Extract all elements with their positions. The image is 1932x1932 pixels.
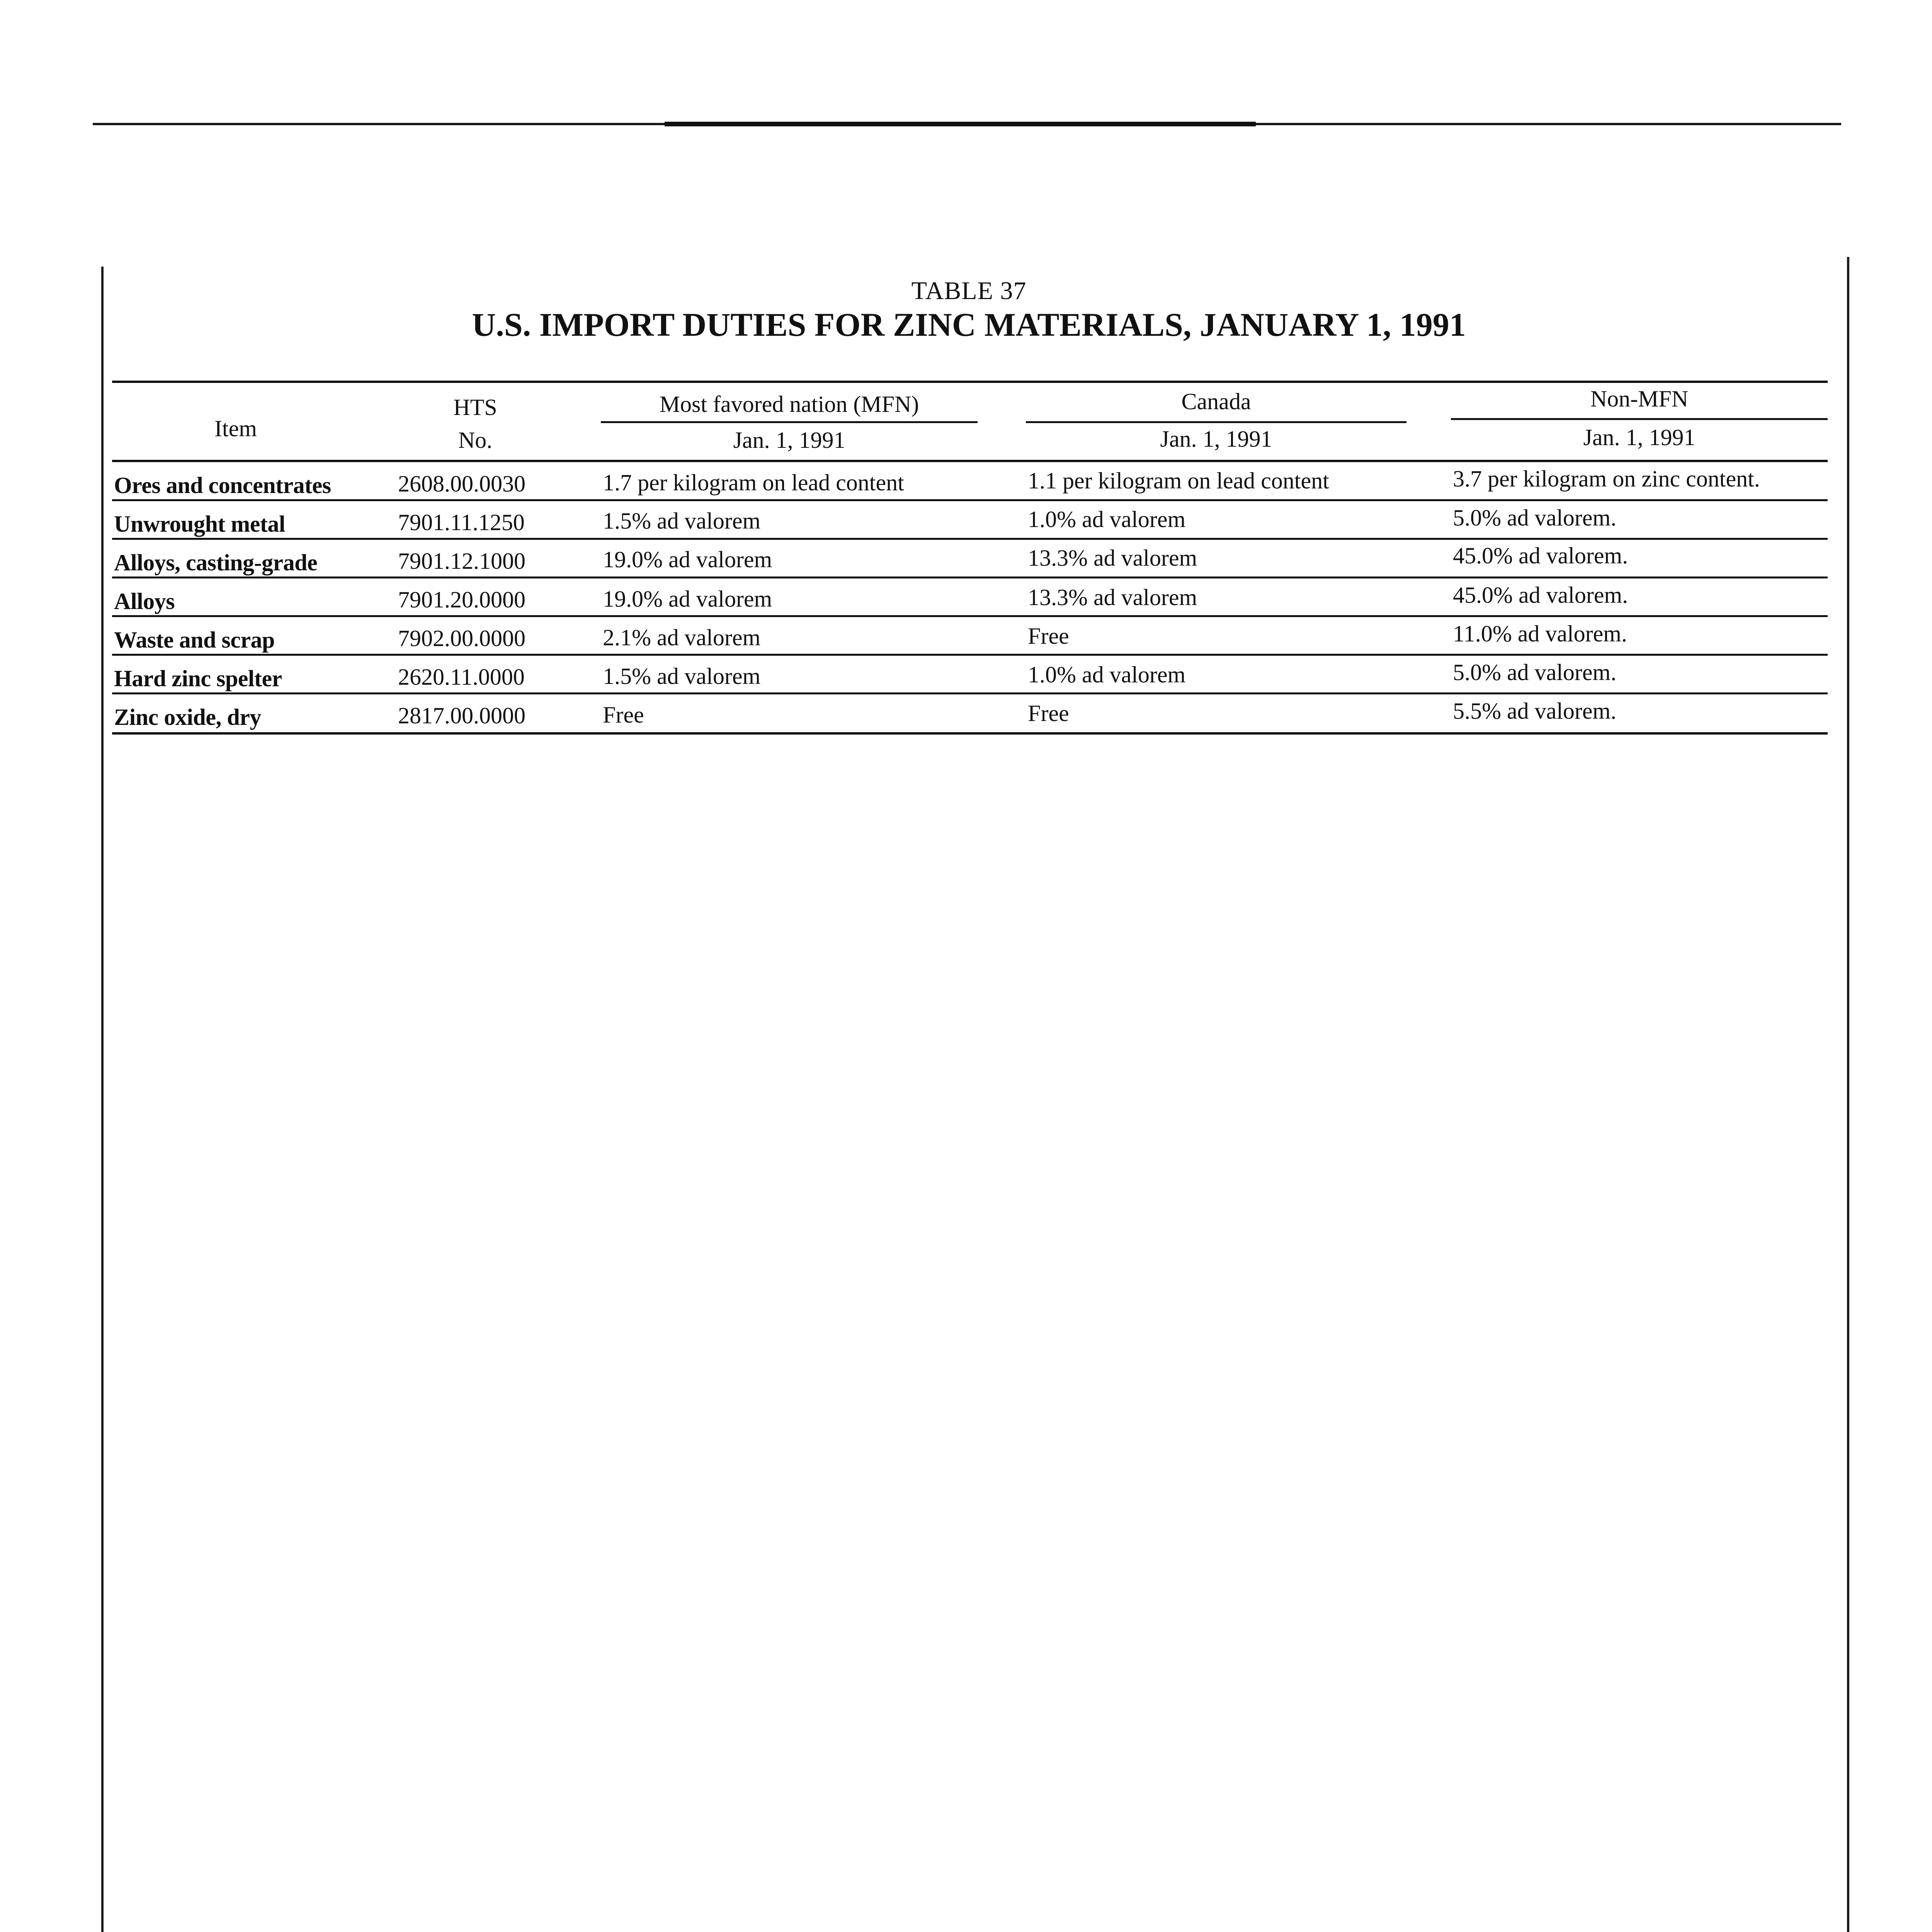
top-rule-accent [665,122,1256,126]
row-1-rule [112,499,1828,501]
table-bottom-rule [112,732,1828,735]
row-2-canada: 1.0% ad valorem [1028,507,1186,532]
row-3-mfn: 19.0% ad valorem [603,547,772,572]
row-5-mfn: 2.1% ad valorem [603,625,761,650]
row-5-hts: 7902.00.0000 [398,626,526,651]
header-mfn-date: Jan. 1, 1991 [733,427,845,453]
row-6-nonmfn: 5.0% ad valorem. [1453,660,1617,685]
row-3-nonmfn: 45.0% ad valorem. [1453,543,1628,568]
mfn-header-rule [601,421,978,423]
canada-header-rule [1026,421,1406,423]
row-5-rule [112,654,1828,656]
row-3-canada: 13.3% ad valorem [1028,545,1197,571]
row-3-hts: 7901.12.1000 [398,548,526,574]
row-4-mfn: 19.0% ad valorem [603,586,772,612]
frame-left-rule [101,267,104,1932]
table-title: U.S. IMPORT DUTIES FOR ZINC MATERIALS, JANUARY 1, 1991 [472,306,1466,343]
row-4-nonmfn: 45.0% ad valorem. [1453,582,1628,608]
row-2-mfn: 1.5% ad valorem [603,508,761,534]
header-mfn: Most favored nation (MFN) [659,391,919,417]
row-7-item: Zinc oxide, dry [114,704,261,730]
row-7-canada: Free [1028,701,1069,726]
row-2-rule [112,538,1828,540]
table-top-rule [112,381,1828,383]
header-canada: Canada [1181,389,1251,414]
header-hts-line1: HTS [453,395,497,420]
row-2-hts: 7901.11.1250 [398,510,525,535]
frame-right-rule [1847,257,1849,1932]
header-item: Item [214,416,257,441]
row-5-item: Waste and scrap [114,627,275,653]
nonmfn-header-rule [1451,418,1828,420]
row-2-nonmfn: 5.0% ad valorem. [1453,505,1617,531]
row-6-rule [112,692,1828,694]
row-1-canada: 1.1 per kilogram on lead content [1028,468,1329,493]
row-4-rule [112,615,1828,617]
header-canada-date: Jan. 1, 1991 [1160,426,1272,452]
row-7-nonmfn: 5.5% ad valorem. [1453,698,1617,724]
row-7-hts: 2817.00.0000 [398,703,526,728]
row-4-canada: 13.3% ad valorem [1028,585,1197,610]
row-5-canada: Free [1028,623,1069,649]
row-6-mfn: 1.5% ad valorem [603,663,761,689]
row-4-item: Alloys [114,588,175,614]
row-6-hts: 2620.11.0000 [398,664,525,690]
row-3-rule [112,577,1828,578]
row-6-canada: 1.0% ad valorem [1028,662,1186,687]
header-nonmfn-date: Jan. 1, 1991 [1583,425,1696,450]
row-3-item: Alloys, casting-grade [114,550,318,575]
row-4-hts: 7901.20.0000 [398,587,526,612]
header-bottom-rule [112,460,1828,462]
header-nonmfn: Non-MFN [1590,386,1689,412]
row-7-mfn: Free [603,702,644,728]
row-6-item: Hard zinc spelter [114,666,282,691]
row-2-item: Unwrought metal [114,511,286,537]
table-label: TABLE 37 [911,277,1027,305]
row-1-nonmfn: 3.7 per kilogram on zinc content. [1453,466,1760,492]
row-1-mfn: 1.7 per kilogram on lead content [603,470,904,495]
row-1-item: Ores and concentrates [114,473,331,498]
row-1-hts: 2608.00.0030 [398,471,526,497]
row-5-nonmfn: 11.0% ad valorem. [1453,621,1627,646]
header-hts-line2: No. [458,427,493,453]
